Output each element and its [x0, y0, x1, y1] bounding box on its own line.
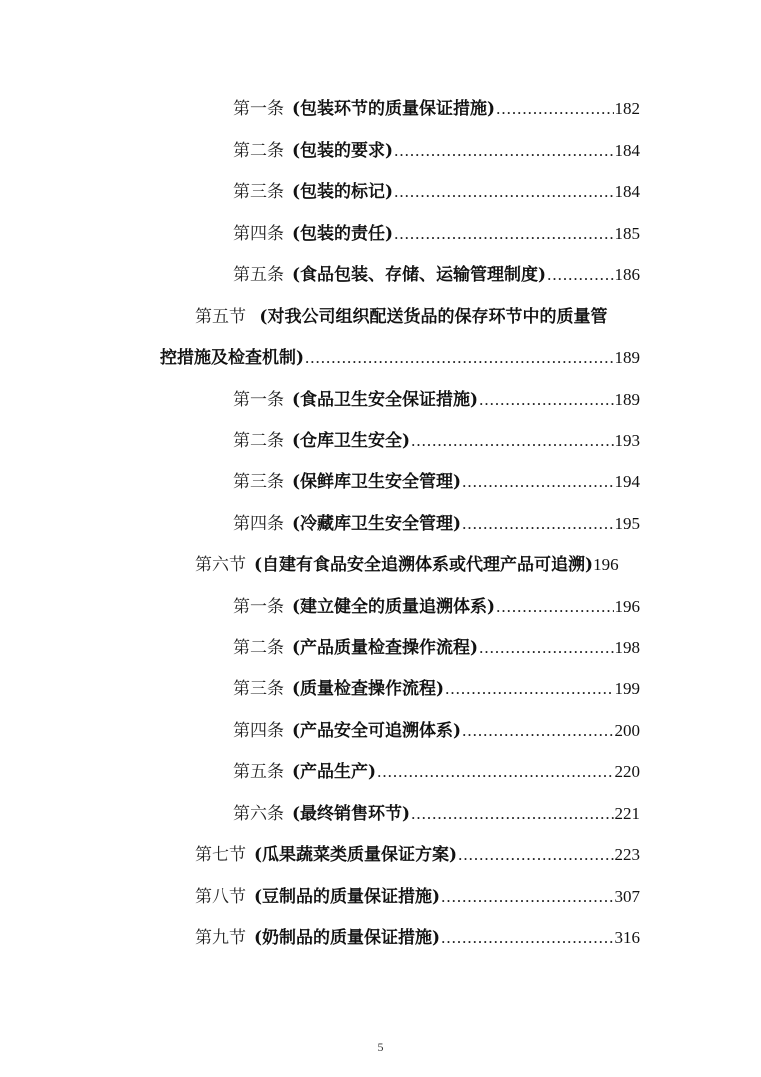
entry-number: 第五条	[233, 265, 284, 284]
entry-title: (包装的责任)	[292, 224, 394, 244]
entry-number: 第三条	[233, 472, 284, 491]
entry-number: 第一条	[233, 597, 284, 616]
section-title: (豆制品的质量保证措施)	[254, 887, 441, 907]
dot-leader	[496, 98, 613, 120]
toc-entry[interactable]	[233, 720, 640, 742]
dot-leader	[411, 430, 613, 452]
toc-entry[interactable]	[233, 223, 640, 245]
section-number: 第五节	[195, 307, 246, 326]
section-title-line1: (对我公司组织配送货品的保存环节中的质量管	[259, 307, 608, 327]
entry-number: 第四条	[233, 514, 284, 533]
toc-section-heading[interactable]	[195, 306, 640, 328]
entry-page: 189	[614, 390, 640, 409]
dot-leader	[496, 596, 613, 618]
entry-title: (包装环节的质量保证措施)	[292, 99, 496, 119]
dot-leader	[462, 513, 613, 535]
dot-leader	[394, 223, 613, 245]
entry-page: 182	[614, 99, 640, 118]
dot-leader	[547, 264, 613, 286]
entry-page: 194	[614, 472, 640, 491]
toc-entry[interactable]	[233, 637, 640, 659]
entry-title: (最终销售环节)	[292, 804, 411, 824]
entry-page: 198	[614, 638, 640, 657]
entry-title: (冷藏库卫生安全管理)	[292, 514, 462, 534]
entry-page: 221	[614, 804, 640, 823]
entry-number: 第一条	[233, 390, 284, 409]
toc-entry[interactable]	[233, 181, 640, 203]
dot-leader	[305, 347, 613, 369]
entry-title: (保鲜库卫生安全管理)	[292, 472, 462, 492]
entry-number: 第六条	[233, 804, 284, 823]
dot-leader	[445, 678, 613, 700]
dot-leader	[377, 761, 613, 783]
dot-leader	[394, 140, 613, 162]
toc-entry[interactable]	[233, 513, 640, 535]
entry-number: 第四条	[233, 224, 284, 243]
entry-page: 200	[614, 721, 640, 740]
entry-title: (食品卫生安全保证措施)	[292, 390, 479, 410]
dot-leader	[441, 886, 613, 908]
entry-title: (包装的标记)	[292, 182, 394, 202]
dot-leader	[462, 720, 613, 742]
entry-title: (食品包装、存储、运输管理制度)	[292, 265, 547, 285]
toc-section-heading[interactable]	[195, 844, 640, 866]
dot-leader	[479, 389, 613, 411]
toc-section-continuation[interactable]	[160, 347, 640, 369]
toc-entry[interactable]	[233, 98, 640, 120]
toc-section-heading[interactable]	[195, 927, 640, 949]
entry-page: 196	[593, 555, 619, 574]
entry-page: 184	[614, 141, 640, 160]
entry-number: 第二条	[233, 141, 284, 160]
entry-page: 189	[614, 348, 640, 367]
entry-number: 第二条	[233, 431, 284, 450]
entry-page: 195	[614, 514, 640, 533]
section-title: (自建有食品安全追溯体系或代理产品可追溯)	[254, 555, 594, 575]
entry-number: 第一条	[233, 99, 284, 118]
toc-entry[interactable]	[233, 761, 640, 783]
dot-leader	[394, 181, 613, 203]
toc-entry[interactable]	[233, 803, 640, 825]
section-number: 第八节	[195, 887, 246, 906]
entry-page: 186	[614, 265, 640, 284]
section-title-line2: 控措施及检查机制)	[160, 348, 305, 368]
toc-entry[interactable]	[233, 140, 640, 162]
entry-page: 223	[614, 845, 640, 864]
toc-section-heading[interactable]	[195, 886, 640, 908]
entry-page: 307	[614, 887, 640, 906]
entry-number: 第四条	[233, 721, 284, 740]
section-title: (瓜果蔬菜类质量保证方案)	[254, 845, 458, 865]
dot-leader	[479, 637, 613, 659]
entry-title: (产品质量检查操作流程)	[292, 638, 479, 658]
entry-page: 220	[614, 762, 640, 781]
section-number: 第六节	[195, 555, 246, 574]
entry-page: 316	[614, 928, 640, 947]
entry-page: 196	[614, 597, 640, 616]
toc-entry[interactable]	[233, 389, 640, 411]
section-number: 第七节	[195, 845, 246, 864]
entry-title: (产品生产)	[292, 762, 377, 782]
entry-page: 185	[614, 224, 640, 243]
entry-title: (产品安全可追溯体系)	[292, 721, 462, 741]
toc-entry[interactable]	[233, 264, 640, 286]
toc-section-heading[interactable]	[195, 554, 654, 576]
dot-leader	[441, 927, 613, 949]
entry-title: (建立健全的质量追溯体系)	[292, 597, 496, 617]
section-number: 第九节	[195, 928, 246, 947]
entry-page: 184	[614, 182, 640, 201]
entry-number: 第五条	[233, 762, 284, 781]
dot-leader	[411, 803, 613, 825]
entry-number: 第二条	[233, 638, 284, 657]
toc-entry[interactable]	[233, 471, 640, 493]
entry-page: 199	[614, 679, 640, 698]
entry-page: 193	[614, 431, 640, 450]
section-title: (奶制品的质量保证措施)	[254, 928, 441, 948]
entry-title: (包装的要求)	[292, 141, 394, 161]
entry-title: (质量检查操作流程)	[292, 679, 445, 699]
toc-entry[interactable]	[233, 678, 640, 700]
dot-leader	[458, 844, 613, 866]
page-number: 5	[377, 1040, 384, 1054]
entry-title: (仓库卫生安全)	[292, 431, 411, 451]
toc-entry[interactable]	[233, 430, 640, 452]
toc-entry[interactable]	[233, 596, 640, 618]
dot-leader	[462, 471, 613, 493]
entry-number: 第三条	[233, 182, 284, 201]
entry-number: 第三条	[233, 679, 284, 698]
